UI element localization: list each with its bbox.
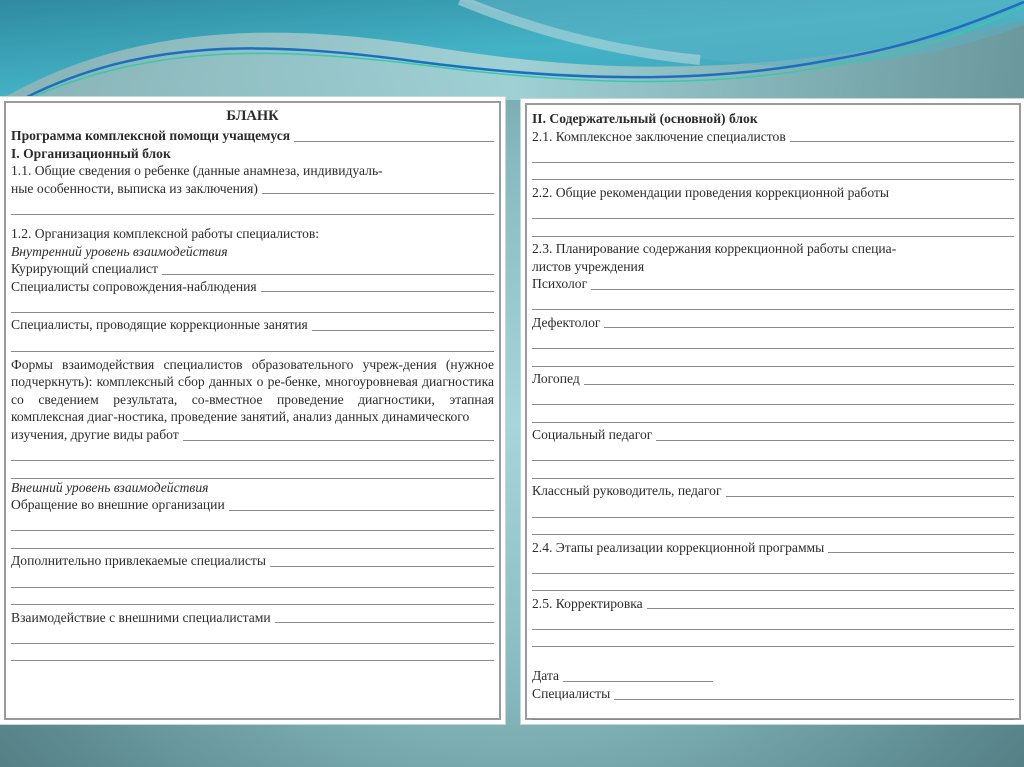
date-field — [532, 667, 1014, 685]
additional-specialists-input-line[interactable] — [270, 566, 494, 567]
social-pedagogue-field — [532, 423, 1014, 444]
section2-title: II. Содержательный (основной) блок — [532, 111, 758, 126]
item-2-4-input-line[interactable] — [828, 552, 1014, 553]
form-panel-right — [521, 99, 1024, 724]
external-orgs-blank-line-2[interactable] — [11, 531, 494, 549]
item-2-5-blank-line-1[interactable] — [532, 612, 1014, 630]
form-panel-left — [0, 97, 505, 724]
additional-specialists-field — [11, 549, 494, 570]
class-teacher-label: Классный руководитель, педагог — [532, 483, 722, 499]
interaction-forms-paragraph: Формы взаимодействия специалистов образовательного учреж-дения (нужное подчеркнуть): комплексный сбор данных о ре-бенке, многоуровневая диагностика со сведением результата, со-вместное проведение диагностики, этапная комплексная диаг-ностика, проведение занятий, анализ данных динамического — [11, 356, 494, 425]
external-orgs-field — [11, 496, 494, 514]
child-info-blank-line[interactable] — [11, 197, 494, 215]
social-pedagogue-label: Социальный педагог — [532, 427, 653, 443]
item-2-1-blank-line-2[interactable] — [532, 163, 1014, 181]
date-label: Дата — [532, 668, 560, 684]
date-input-line[interactable] — [563, 681, 713, 682]
item-2-4-label: 2.4. Этапы реализации коррекционной программы — [532, 539, 825, 555]
interaction-forms-input-line[interactable] — [183, 440, 494, 441]
external-orgs-blank-line-1[interactable] — [11, 514, 494, 532]
defectologist-label: Дефектолог — [532, 314, 601, 330]
defectologist-input-line[interactable] — [604, 327, 1014, 328]
interaction-forms-field — [11, 426, 494, 444]
external-interaction-label: Взаимодействие с внешними специалистами — [11, 609, 271, 625]
program-input-line[interactable] — [294, 141, 494, 142]
additional-specialists-label: Дополнительно привлекаемые специалисты — [11, 553, 266, 569]
specialists-field — [532, 685, 1014, 703]
support-specialists-label: Специалисты сопровождения-наблюдения — [11, 278, 257, 294]
curator-field — [11, 260, 494, 278]
speech-therapist-field — [532, 367, 1014, 388]
item-2-5-label: 2.5. Корректировка — [532, 595, 643, 611]
speech-therapist-input-line[interactable] — [584, 384, 1014, 385]
support-specialists-blank-line[interactable] — [11, 295, 494, 313]
psychologist-field — [532, 275, 1014, 293]
defectologist-blank-line-1[interactable] — [532, 331, 1014, 349]
additional-specialists-blank-line-1[interactable] — [11, 570, 494, 588]
specialists-label: Специалисты — [532, 686, 611, 702]
item-2-4-blank-line-2[interactable] — [532, 574, 1014, 592]
support-specialists-field — [11, 278, 494, 296]
item-2-5-field — [532, 591, 1014, 612]
item-2-5-input-line[interactable] — [647, 608, 1014, 609]
social-pedagogue-input-line[interactable] — [656, 440, 1014, 441]
item-2-1-label: 2.1. Комплексное заключение специалистов — [532, 128, 786, 144]
psychologist-input-line[interactable] — [591, 289, 1014, 290]
form-title: БЛАНК — [226, 108, 279, 124]
specialists-input-line[interactable] — [614, 699, 1014, 700]
item-1-2-title: 1.2. Организация комплексной работы специалистов: — [11, 225, 320, 241]
external-level-heading: Внешний уровень взаимодействия — [11, 479, 209, 495]
item-2-2-label: 2.2. Общие рекомендации проведения коррекционной работы — [532, 184, 890, 200]
item-2-5-blank-line-2[interactable] — [532, 630, 1014, 648]
item-1-1-field — [11, 180, 494, 198]
external-interaction-input-line[interactable] — [275, 622, 494, 623]
item-2-3-line1: 2.3. Планирование содержания коррекционной работы специа- — [532, 240, 897, 256]
item-1-1-line1: 1.1. Общие сведения о ребенке (данные анамнеза, индивидуаль- — [11, 163, 383, 179]
internal-level-heading: Внутренний уровень взаимодействия — [11, 243, 228, 259]
external-orgs-label: Обращение во внешние организации — [11, 497, 225, 513]
additional-specialists-blank-line-2[interactable] — [11, 588, 494, 606]
defectologist-field — [532, 310, 1014, 331]
correction-specialists-blank-line[interactable] — [11, 334, 494, 352]
correction-specialists-field — [11, 313, 494, 334]
correction-specialists-label: Специалисты, проводящие коррекционные занятия — [11, 317, 308, 333]
defectologist-blank-line-2[interactable] — [532, 349, 1014, 367]
class-teacher-input-line[interactable] — [726, 496, 1014, 497]
item-2-4-field — [532, 535, 1014, 556]
interaction-forms-blank-line-2[interactable] — [11, 461, 494, 479]
program-label: Программа комплексной помощи учащемуся — [11, 128, 291, 143]
item-2-1-field — [532, 128, 1014, 146]
section1-title: I. Организационный блок — [11, 145, 171, 161]
external-interaction-blank-line-2[interactable] — [11, 644, 494, 662]
external-orgs-input-line[interactable] — [229, 510, 494, 511]
class-teacher-blank-line-1[interactable] — [532, 500, 1014, 518]
decorative-wave-header — [0, 0, 1024, 100]
psychologist-label: Психолог — [532, 276, 588, 292]
interaction-forms-last-line: изучения, другие виды работ — [11, 426, 179, 442]
child-info-input-line[interactable] — [262, 193, 494, 194]
specialists-blank-line[interactable] — [532, 703, 1014, 721]
curator-input-line[interactable] — [162, 274, 494, 275]
interaction-forms-blank-line-1[interactable] — [11, 444, 494, 462]
item-2-1-input-line[interactable] — [790, 141, 1014, 142]
item-1-1-line2: ные особенности, выписка из заключения) — [11, 180, 258, 196]
social-pedagogue-blank-line-1[interactable] — [532, 444, 1014, 462]
program-field — [11, 127, 494, 145]
class-teacher-field — [532, 479, 1014, 500]
item-2-1-blank-line-1[interactable] — [532, 145, 1014, 163]
external-interaction-field — [11, 605, 494, 626]
speech-therapist-blank-line-2[interactable] — [532, 405, 1014, 423]
item-2-4-blank-line-1[interactable] — [532, 556, 1014, 574]
external-interaction-blank-line-1[interactable] — [11, 626, 494, 644]
correction-specialists-input-line[interactable] — [312, 330, 494, 331]
psychologist-blank-line[interactable] — [532, 293, 1014, 311]
item-2-2-blank-line-2[interactable] — [532, 219, 1014, 237]
social-pedagogue-blank-line-2[interactable] — [532, 461, 1014, 479]
class-teacher-blank-line-2[interactable] — [532, 518, 1014, 536]
speech-therapist-blank-line-1[interactable] — [532, 388, 1014, 406]
curator-label: Курирующий специалист — [11, 261, 158, 277]
speech-therapist-label: Логопед — [532, 370, 580, 386]
support-specialists-input-line[interactable] — [261, 291, 494, 292]
item-2-2-blank-line-1[interactable] — [532, 201, 1014, 219]
item-2-3-line2: листов учреждения — [532, 258, 645, 274]
